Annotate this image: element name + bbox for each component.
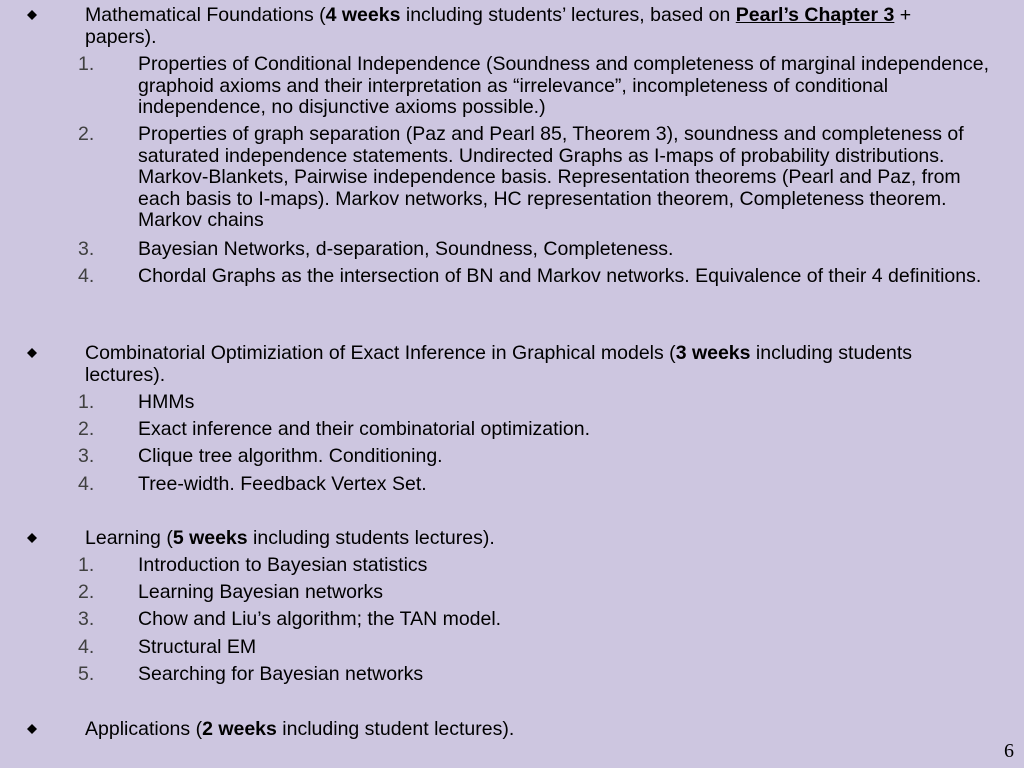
item-number: 5. xyxy=(78,663,95,685)
item-text: Chordal Graphs as the intersection of BN and Markov networks. Equivalence of their 4 definitions. xyxy=(138,265,982,287)
diamond-bullet-icon xyxy=(27,10,37,20)
item-text: Learning Bayesian networks xyxy=(138,581,383,603)
topic-heading xyxy=(85,343,985,386)
topic-heading-mid: including students lectures). xyxy=(247,527,495,549)
item-number: 3. xyxy=(78,445,95,467)
item-text: Searching for Bayesian networks xyxy=(138,663,424,685)
item-text: Introduction to Bayesian statistics xyxy=(138,554,428,576)
item-text: Bayesian Networks, d-separation, Soundness, Completeness. xyxy=(138,238,674,260)
item-number: 2. xyxy=(78,418,95,440)
topic-heading xyxy=(85,719,985,741)
topic-duration: 4 weeks xyxy=(325,4,401,26)
item-number: 4. xyxy=(78,265,95,287)
topic-heading-pre: Mathematical Foundations ( xyxy=(85,4,326,26)
item-number: 1. xyxy=(78,554,95,576)
item-number: 2. xyxy=(78,123,95,145)
topic-heading-mid: including students’ lectures, based on xyxy=(400,4,736,26)
topic-heading-pre: Applications ( xyxy=(85,718,203,740)
item-text: Tree-width. Feedback Vertex Set. xyxy=(138,473,427,495)
pearls-chapter-link[interactable]: Pearl’s Chapter 3 xyxy=(735,4,895,26)
topic-duration: 3 weeks xyxy=(675,342,751,364)
topic-duration: 2 weeks xyxy=(202,718,277,740)
item-number: 1. xyxy=(78,391,95,413)
item-number: 1. xyxy=(78,53,95,75)
page-number: 6 xyxy=(1004,740,1014,762)
item-number: 2. xyxy=(78,581,95,603)
item-text: Exact inference and their combinatorial optimization. xyxy=(138,418,590,440)
item-text: Properties of graph separation (Paz and Pearl 85, Theorem 3), soundness and completeness of saturated independence statements. Undirected Graphs as I-maps of probability distributions. Markov-Blankets, Pairwise independence basis. Representation theorems (Pearl and Paz, from each basis to I-maps). Markov networks, HC representation theorem, Completeness theorem. Markov chains xyxy=(138,123,964,231)
item-text: HMMs xyxy=(138,391,195,413)
item-text: Properties of Conditional Independence (Soundness and completeness of marginal independence, graphoid axioms and their interpretation as “irrelevance”, incompleteness of conditional independence, no disjunctive axioms possible.) xyxy=(138,53,989,118)
item-text: Chow and Liu’s algorithm; the TAN model. xyxy=(138,608,502,630)
topic-heading-mid: including student lectures). xyxy=(276,718,515,740)
diamond-bullet-icon xyxy=(27,724,37,734)
topic-duration: 5 weeks xyxy=(172,527,248,549)
item-text: Structural EM xyxy=(138,636,257,658)
item-text: Clique tree algorithm. Conditioning. xyxy=(138,445,443,467)
topic-heading-pre: Learning ( xyxy=(85,527,173,549)
item-number: 3. xyxy=(78,608,95,630)
diamond-bullet-icon xyxy=(27,533,37,543)
item-number: 4. xyxy=(78,636,95,658)
topic-heading xyxy=(85,528,985,550)
item-number: 3. xyxy=(78,238,95,260)
topic-heading xyxy=(85,5,985,48)
topic-heading-mid: including students lectures). xyxy=(85,342,913,386)
item-number: 4. xyxy=(78,473,95,495)
topic-heading-pre: Combinatorial Optimiziation of Exact Inference in Graphical models ( xyxy=(85,342,676,364)
diamond-bullet-icon xyxy=(27,348,37,358)
topic-heading-post: + papers). xyxy=(85,4,912,48)
